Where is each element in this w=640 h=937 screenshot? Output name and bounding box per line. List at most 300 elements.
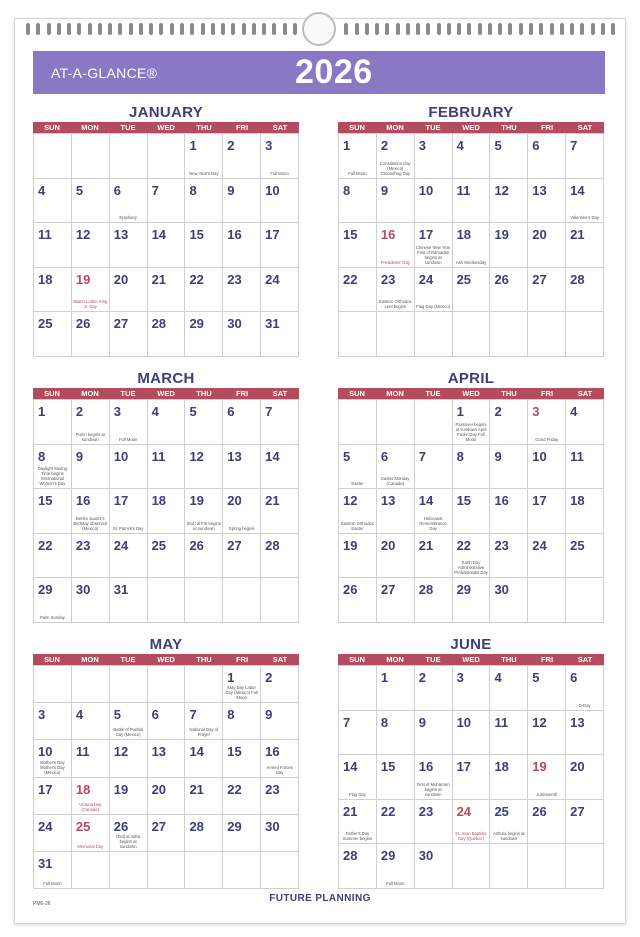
weekday-label: THU [501, 389, 517, 398]
day-number: 3 [532, 404, 540, 419]
month-name: MAY [149, 636, 183, 653]
day-number: 17 [418, 227, 434, 242]
day-cell [377, 755, 415, 800]
day-cell [148, 578, 186, 623]
month-january [33, 103, 299, 357]
day-cell [185, 312, 223, 357]
day-number: 19 [343, 537, 358, 553]
binding-coil [498, 23, 502, 35]
weekday-label: MON [386, 123, 404, 132]
day-cell [453, 268, 491, 313]
day-cell [453, 711, 491, 756]
day-number: 24 [265, 271, 280, 287]
day-cell [261, 489, 299, 534]
day-number: 27 [532, 271, 547, 287]
day-number: 20 [151, 781, 167, 797]
binding-coil [26, 23, 30, 35]
day-number: 4 [75, 707, 84, 723]
binding-coil [252, 23, 256, 35]
day-event-note: Full Moon [270, 170, 289, 176]
day-cell [110, 578, 148, 623]
day-cell [72, 223, 110, 268]
binding-coil [108, 23, 112, 35]
day-cell [566, 268, 604, 313]
day-cell [34, 778, 72, 815]
day-cell [72, 578, 110, 623]
binding-coil [375, 23, 379, 35]
binding-coil [560, 23, 564, 35]
month-name: APRIL [447, 370, 495, 387]
day-number: 17 [532, 493, 547, 508]
day-number: 5 [113, 707, 121, 723]
day-number: 11 [494, 714, 509, 730]
day-cell [185, 578, 223, 623]
week-row [339, 844, 604, 889]
binding-coil [262, 23, 266, 35]
day-cell [223, 578, 261, 623]
day-cell [453, 223, 491, 268]
weekday-label: SUN [44, 655, 60, 664]
day-number: 22 [227, 781, 242, 797]
day-cell [110, 489, 148, 534]
weekday-label: MON [81, 123, 99, 132]
day-number: 17 [38, 781, 53, 797]
day-cell [377, 268, 415, 313]
week-row [34, 489, 299, 534]
day-cell [34, 740, 72, 777]
year-title: 2026 [295, 53, 373, 91]
day-number: 9 [265, 707, 273, 723]
day-event-note: Juneteenth [536, 791, 558, 797]
day-cell [185, 740, 223, 777]
day-cell [261, 815, 299, 852]
day-cell [453, 755, 491, 800]
day-number: 12 [494, 182, 509, 198]
binding-coil [118, 23, 122, 35]
day-cell [261, 666, 299, 703]
day-number: 7 [265, 404, 273, 419]
day-cell [34, 179, 72, 224]
day-number: 2 [75, 404, 84, 419]
day-number: 10 [532, 448, 547, 464]
day-number: 12 [75, 227, 91, 242]
weekday-label: MON [81, 655, 99, 664]
day-event-note: Flag Day [349, 791, 366, 797]
day-cell [339, 578, 377, 623]
day-number: 31 [113, 582, 129, 597]
day-number: 19 [189, 493, 204, 508]
binding-coil [355, 23, 359, 35]
day-cell [34, 312, 72, 357]
product-code: PM6-26 [33, 901, 51, 907]
day-number: 2 [265, 670, 273, 685]
day-cell [339, 666, 377, 711]
day-number: 30 [75, 582, 91, 597]
day-number: 23 [227, 271, 242, 287]
day-number: 10 [456, 714, 472, 730]
day-cell [185, 666, 223, 703]
day-number: 13 [570, 714, 585, 730]
day-number: 9 [227, 182, 235, 198]
day-cell [490, 223, 528, 268]
day-cell [110, 134, 148, 179]
binding-coil [201, 23, 205, 35]
day-number: 20 [227, 493, 242, 508]
day-cell [34, 534, 72, 579]
day-number: 27 [113, 316, 129, 331]
day-number: 28 [151, 316, 167, 331]
day-cell [72, 445, 110, 490]
day-cell [566, 578, 604, 623]
weekday-label: THU [196, 123, 212, 132]
day-cell [110, 740, 148, 777]
day-number: 8 [456, 448, 464, 464]
day-cell [223, 223, 261, 268]
day-number: 26 [494, 271, 509, 287]
binding-coil [170, 23, 174, 35]
day-number: 19 [113, 781, 129, 797]
day-cell [528, 312, 566, 357]
weekday-label: TUE [425, 655, 441, 664]
day-cell [223, 400, 261, 445]
month-grid [338, 133, 604, 357]
day-event-note: Armed Forces Day [266, 764, 293, 775]
binding-coil [149, 23, 153, 35]
day-cell [223, 312, 261, 357]
day-number: 3 [38, 707, 46, 723]
day-cell [339, 711, 377, 756]
day-event-note: Easter [351, 481, 364, 486]
day-number: 11 [151, 448, 166, 464]
day-cell [148, 445, 186, 490]
binding-coil [180, 23, 184, 35]
week-row [339, 800, 604, 845]
day-cell [185, 703, 223, 740]
day-number: 18 [75, 781, 91, 797]
weekday-header [338, 388, 604, 399]
day-number: 10 [418, 182, 434, 198]
day-number: 1 [227, 670, 235, 685]
day-number: 11 [75, 744, 90, 760]
day-cell [72, 778, 110, 815]
week-row [34, 578, 299, 623]
day-number: 16 [494, 493, 509, 508]
day-cell [415, 312, 453, 357]
binding-coil [539, 23, 543, 35]
day-number: 1 [38, 404, 46, 419]
day-cell [185, 134, 223, 179]
day-number: 26 [75, 316, 91, 331]
week-row [34, 445, 299, 490]
day-event-note: Full Moon [118, 436, 138, 442]
day-event-note: Benito Juarez's Birthday observed (Mexico) [73, 515, 108, 531]
weekday-label: THU [196, 655, 212, 664]
day-cell [339, 134, 377, 179]
day-cell [223, 815, 261, 852]
weekday-label: WED [462, 123, 480, 132]
day-event-note: Chinese New Year First of Ramadan begins at sundown [415, 244, 451, 265]
day-cell [110, 666, 148, 703]
binding-coil [293, 23, 297, 35]
day-event-note: New Year's Day [189, 170, 219, 176]
week-row [34, 703, 299, 740]
day-cell [566, 711, 604, 756]
day-event-note: Spring begins [228, 525, 255, 531]
weekday-label: SAT [577, 389, 593, 398]
week-row [339, 755, 604, 800]
day-cell [377, 134, 415, 179]
weekday-label: SUN [349, 389, 365, 398]
day-number: 20 [113, 271, 129, 287]
binding-coil [190, 23, 194, 35]
week-row [34, 223, 299, 268]
day-cell [223, 489, 261, 534]
day-number: 20 [380, 537, 396, 553]
brand-logo: AT-A-GLANCE® [51, 64, 158, 81]
month-grid [338, 399, 604, 623]
binding-coil [580, 23, 584, 35]
day-number: 3 [113, 404, 121, 419]
day-number: 31 [38, 855, 53, 871]
day-cell [490, 800, 528, 845]
week-row [339, 489, 604, 534]
day-event-note: Palm Sunday [39, 614, 65, 620]
day-number: 22 [380, 803, 396, 819]
day-cell [148, 852, 186, 889]
day-cell [185, 778, 223, 815]
day-number: 7 [343, 714, 351, 730]
day-number: 15 [227, 744, 242, 760]
day-number: 19 [532, 759, 547, 774]
day-number: 6 [570, 670, 578, 685]
day-event-note: Full Moon [348, 170, 367, 176]
day-number: 14 [418, 493, 434, 508]
weekday-header [33, 122, 299, 133]
day-cell [185, 852, 223, 889]
day-cell [415, 711, 453, 756]
hanger-hook [302, 12, 336, 46]
binding-coil [601, 23, 605, 35]
weekday-label: FRI [235, 123, 249, 132]
day-cell [223, 179, 261, 224]
binding-coil [519, 23, 523, 35]
day-cell [453, 534, 491, 579]
weekday-label: MON [386, 389, 404, 398]
weekday-label: SUN [44, 123, 60, 132]
day-cell [490, 312, 528, 357]
day-number: 14 [570, 182, 585, 198]
day-number: 2 [227, 138, 235, 153]
day-number: 8 [189, 182, 197, 198]
day-cell [453, 489, 491, 534]
day-number: 14 [265, 448, 280, 464]
day-number: 21 [418, 537, 434, 553]
day-cell [110, 852, 148, 889]
day-cell [72, 703, 110, 740]
day-cell [566, 400, 604, 445]
month-april [338, 369, 604, 623]
day-cell [72, 268, 110, 313]
day-event-note: D-Day [578, 702, 591, 708]
day-cell [223, 268, 261, 313]
weekday-label: SUN [349, 655, 365, 664]
day-cell [453, 844, 491, 889]
day-cell [110, 312, 148, 357]
day-number: 25 [456, 271, 472, 287]
day-number: 28 [189, 818, 204, 834]
day-number: 28 [570, 271, 585, 287]
day-number: 7 [151, 182, 159, 198]
day-cell [34, 666, 72, 703]
day-cell [72, 179, 110, 224]
day-cell [34, 703, 72, 740]
day-cell [223, 852, 261, 889]
day-cell [415, 445, 453, 490]
day-event-note: Holocaust Remembrance Day [419, 515, 447, 531]
day-event-note: Eastern Orthodox Easter [341, 520, 374, 531]
day-event-note: Martin Luther King Jr. Day [73, 299, 108, 309]
binding-coil [611, 23, 615, 35]
binding-coil [488, 23, 492, 35]
footer-title: FUTURE PLANNING [269, 893, 371, 904]
day-cell [261, 534, 299, 579]
day-number: 21 [570, 227, 585, 242]
day-cell [377, 844, 415, 889]
day-number: 13 [380, 493, 396, 508]
day-cell [261, 703, 299, 740]
weekday-label: TUE [120, 655, 136, 664]
day-number: 1 [189, 138, 197, 153]
day-number: 11 [38, 227, 52, 242]
day-cell [110, 179, 148, 224]
week-row [34, 852, 299, 889]
binding-coil [47, 23, 51, 35]
month-june [338, 635, 604, 889]
day-cell [148, 179, 186, 224]
day-cell [339, 268, 377, 313]
day-cell [110, 445, 148, 490]
day-cell [415, 666, 453, 711]
binding-coil [365, 23, 369, 35]
day-number: 29 [227, 818, 242, 834]
day-cell [261, 179, 299, 224]
week-row [339, 312, 604, 357]
day-cell [148, 268, 186, 313]
day-number: 21 [189, 781, 204, 797]
day-cell [377, 312, 415, 357]
day-cell [566, 534, 604, 579]
binding-coil [344, 23, 348, 35]
day-number: 5 [494, 138, 502, 153]
weekday-header [33, 388, 299, 399]
binding-coil [570, 23, 574, 35]
day-number: 17 [113, 493, 129, 508]
day-number: 2 [418, 670, 426, 685]
day-number: 24 [418, 271, 434, 287]
day-cell [528, 578, 566, 623]
day-number: 18 [151, 493, 167, 508]
day-cell [148, 223, 186, 268]
day-cell [185, 223, 223, 268]
weekday-label: WED [157, 655, 175, 664]
month-march [33, 369, 299, 623]
day-cell [261, 400, 299, 445]
binding-coil [36, 23, 40, 35]
day-number: 8 [343, 182, 351, 198]
day-cell [148, 534, 186, 579]
day-cell [566, 445, 604, 490]
weekday-label: WED [157, 123, 175, 132]
binding-coil [211, 23, 215, 35]
weekday-label: TUE [120, 123, 136, 132]
day-cell [34, 489, 72, 534]
month-february [338, 103, 604, 357]
day-cell [415, 400, 453, 445]
day-cell [490, 400, 528, 445]
day-cell [72, 134, 110, 179]
weekday-label: FRI [235, 655, 249, 664]
day-cell [148, 134, 186, 179]
binding-coil [231, 23, 235, 35]
day-number: 28 [343, 848, 358, 863]
day-cell [415, 489, 453, 534]
day-cell [185, 400, 223, 445]
day-number: 3 [456, 670, 464, 685]
day-cell [339, 179, 377, 224]
day-number: 23 [75, 537, 91, 553]
day-cell [110, 400, 148, 445]
day-cell [185, 179, 223, 224]
weekday-label: FRI [540, 123, 554, 132]
day-number: 12 [532, 714, 547, 730]
day-cell [415, 134, 453, 179]
week-row [339, 578, 604, 623]
day-number: 1 [343, 138, 351, 153]
day-cell [490, 666, 528, 711]
day-number: 9 [494, 448, 502, 464]
weekday-label: THU [196, 389, 212, 398]
day-cell [490, 755, 528, 800]
binding-coil [550, 23, 554, 35]
day-number: 30 [418, 848, 434, 863]
day-cell [223, 445, 261, 490]
day-cell [528, 666, 566, 711]
week-row [34, 666, 299, 703]
day-cell [261, 268, 299, 313]
day-event-note: Purim begins at sundown [75, 431, 105, 442]
day-cell [34, 400, 72, 445]
day-event-note: First of Muharram begins at sundown [416, 781, 450, 797]
day-event-note: May Day Labor Day (Mexico) Full Moon [225, 685, 259, 701]
day-number: 6 [380, 448, 389, 464]
binding-coil [242, 23, 246, 35]
weekday-label: MON [81, 389, 99, 398]
day-number: 10 [113, 448, 129, 464]
day-number: 5 [75, 182, 84, 198]
day-cell [490, 179, 528, 224]
day-number: 1 [456, 404, 464, 419]
day-number: 14 [189, 744, 204, 760]
day-cell [566, 844, 604, 889]
day-cell [415, 534, 453, 579]
day-cell [110, 815, 148, 852]
day-number: 4 [570, 404, 578, 419]
day-cell [377, 666, 415, 711]
day-number: 3 [418, 138, 426, 153]
day-number: 10 [38, 744, 53, 760]
day-number: 25 [151, 537, 167, 553]
day-number: 25 [570, 537, 585, 553]
